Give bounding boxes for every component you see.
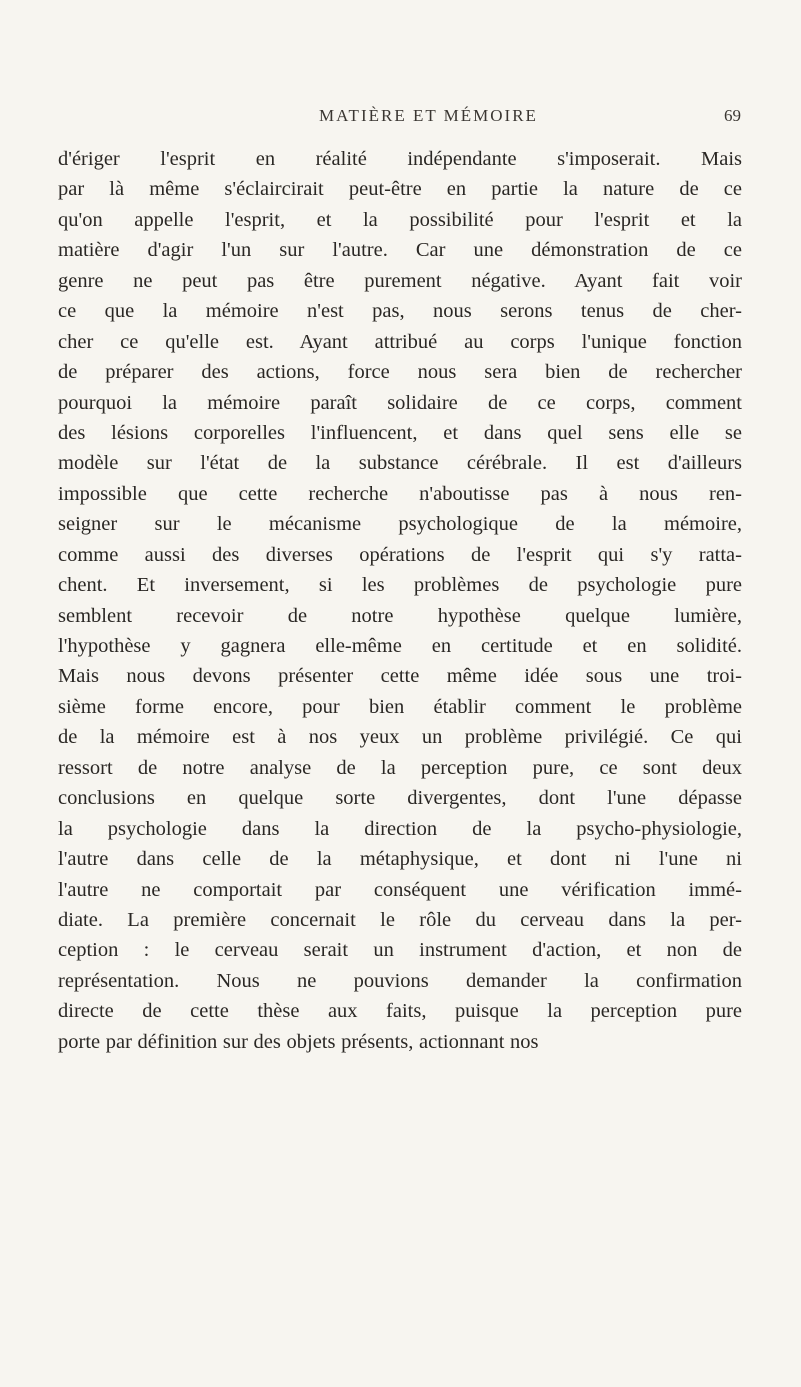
text-line: porte par définition sur des objets présents, actionnant nos	[58, 1030, 539, 1053]
text-line: ce que la mémoire n'est pas, nous serons tenus de cher-	[58, 300, 742, 323]
text-line: pourquoi la mémoire paraît solidaire de ce corps, comment	[58, 391, 742, 414]
text-line: genre ne peut pas être purement négative. Ayant fait voir	[58, 269, 742, 292]
page-number: 69	[724, 106, 741, 125]
text-line: sième forme encore, pour bien établir comment le problème	[58, 695, 742, 718]
text-line: seigner sur le mécanisme psychologique de la mémoire,	[58, 513, 742, 536]
text-line: l'autre ne comportait par conséquent une vérification immé-	[58, 878, 742, 901]
text-line: comme aussi des diverses opérations de l'esprit qui s'y ratta-	[58, 543, 742, 566]
text-line: par là même s'éclaircirait peut-être en partie la nature de ce	[58, 178, 742, 201]
text-line: semblent recevoir de notre hypothèse quelque lumière,	[58, 604, 742, 627]
text-line: modèle sur l'état de la substance cérébrale. Il est d'ailleurs	[58, 452, 742, 475]
text-line: conclusions en quelque sorte divergentes, dont l'une dépasse	[58, 787, 742, 810]
text-line: la psychologie dans la direction de la psycho-physiologie,	[58, 817, 742, 840]
text-line: qu'on appelle l'esprit, et la possibilité pour l'esprit et la	[58, 208, 742, 231]
text-line: directe de cette thèse aux faits, puisque la perception pure	[58, 1000, 742, 1023]
text-line: de préparer des actions, force nous sera bien de rechercher	[58, 361, 742, 384]
running-head	[116, 106, 741, 132]
text-line: impossible que cette recherche n'aboutisse pas à nous ren-	[58, 482, 742, 505]
text-line: d'ériger l'esprit en réalité indépendante s'imposerait. Mais	[58, 148, 742, 170]
text-line: ception : le cerveau serait un instrument d'action, et non de	[58, 939, 742, 962]
text-line: ressort de notre analyse de la perception pure, ce sont deux	[58, 756, 742, 779]
text-line: des lésions corporelles l'influencent, et dans quel sens elle se	[58, 421, 742, 444]
body-text	[58, 144, 742, 1057]
text-line: matière d'agir l'un sur l'autre. Car une démonstration de ce	[58, 239, 742, 262]
text-line: de la mémoire est à nos yeux un problème privilégié. Ce qui	[58, 726, 742, 749]
text-line: l'hypothèse y gagnera elle-même en certitude et en solidité.	[58, 635, 742, 657]
text-line: Mais nous devons présenter cette même idée sous une troi-	[58, 665, 742, 688]
running-title: MATIÈRE ET MÉMOIRE	[319, 106, 538, 125]
text-line: représentation. Nous ne pouvions demander la confirmation	[58, 969, 742, 992]
text-line: cher ce qu'elle est. Ayant attribué au corps l'unique fonction	[58, 330, 742, 353]
text-line: l'autre dans celle de la métaphysique, et dont ni l'une ni	[58, 848, 742, 871]
text-line: diate. La première concernait le rôle du cerveau dans la per-	[58, 908, 742, 931]
text-line: chent. Et inversement, si les problèmes de psychologie pure	[58, 574, 742, 597]
